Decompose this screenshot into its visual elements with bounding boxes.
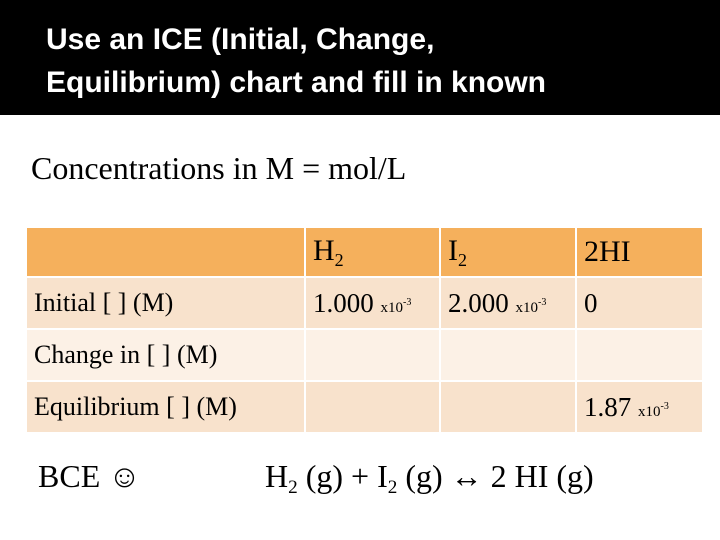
equilibrium-h2 <box>305 381 440 433</box>
equilibrium-label: Equilibrium [ ] (M) <box>26 381 305 433</box>
initial-hi: 0 <box>576 277 703 329</box>
reaction-equation: $H_2$ $(g) + I_2$ (g) ↔ 2 HI (g) <box>265 458 594 498</box>
change-h2 <box>305 329 440 381</box>
change-label: Change in [ ] (M) <box>26 329 305 381</box>
bce-label: BCE ☺ <box>38 458 141 494</box>
slide-title-line-1: Use an ICE (Initial, Change, <box>46 23 435 56</box>
title-bar <box>0 0 720 115</box>
units-subtitle: Concentrations in M = mol/L <box>31 150 407 186</box>
initial-label: Initial [ ] (M) <box>26 277 305 329</box>
change-i2 <box>440 329 576 381</box>
initial-i2: 2.000 $x10^{-3}$ <box>440 277 576 329</box>
ice-table <box>25 226 704 434</box>
slide-title-line-2: Equilibrium) chart and fill in known <box>46 66 547 99</box>
double-arrow-icon: ↔ <box>450 458 483 494</box>
change-hi <box>576 329 703 381</box>
ice-header-row <box>26 227 703 277</box>
header-blank-cell <box>26 227 305 277</box>
header-h2: $H_2$ <box>305 227 440 277</box>
header-hi: 2HI <box>576 227 703 277</box>
change-row <box>26 329 703 381</box>
initial-h2: 1.000 $x10^{-3}$ <box>305 277 440 329</box>
equilibrium-row <box>26 381 703 433</box>
initial-row <box>26 277 703 329</box>
equilibrium-hi: 1.87 $x10^{-3}$ <box>576 381 703 433</box>
equilibrium-i2 <box>440 381 576 433</box>
header-i2: $I_2$ <box>440 227 576 277</box>
smiley-icon: ☺ <box>108 458 141 494</box>
